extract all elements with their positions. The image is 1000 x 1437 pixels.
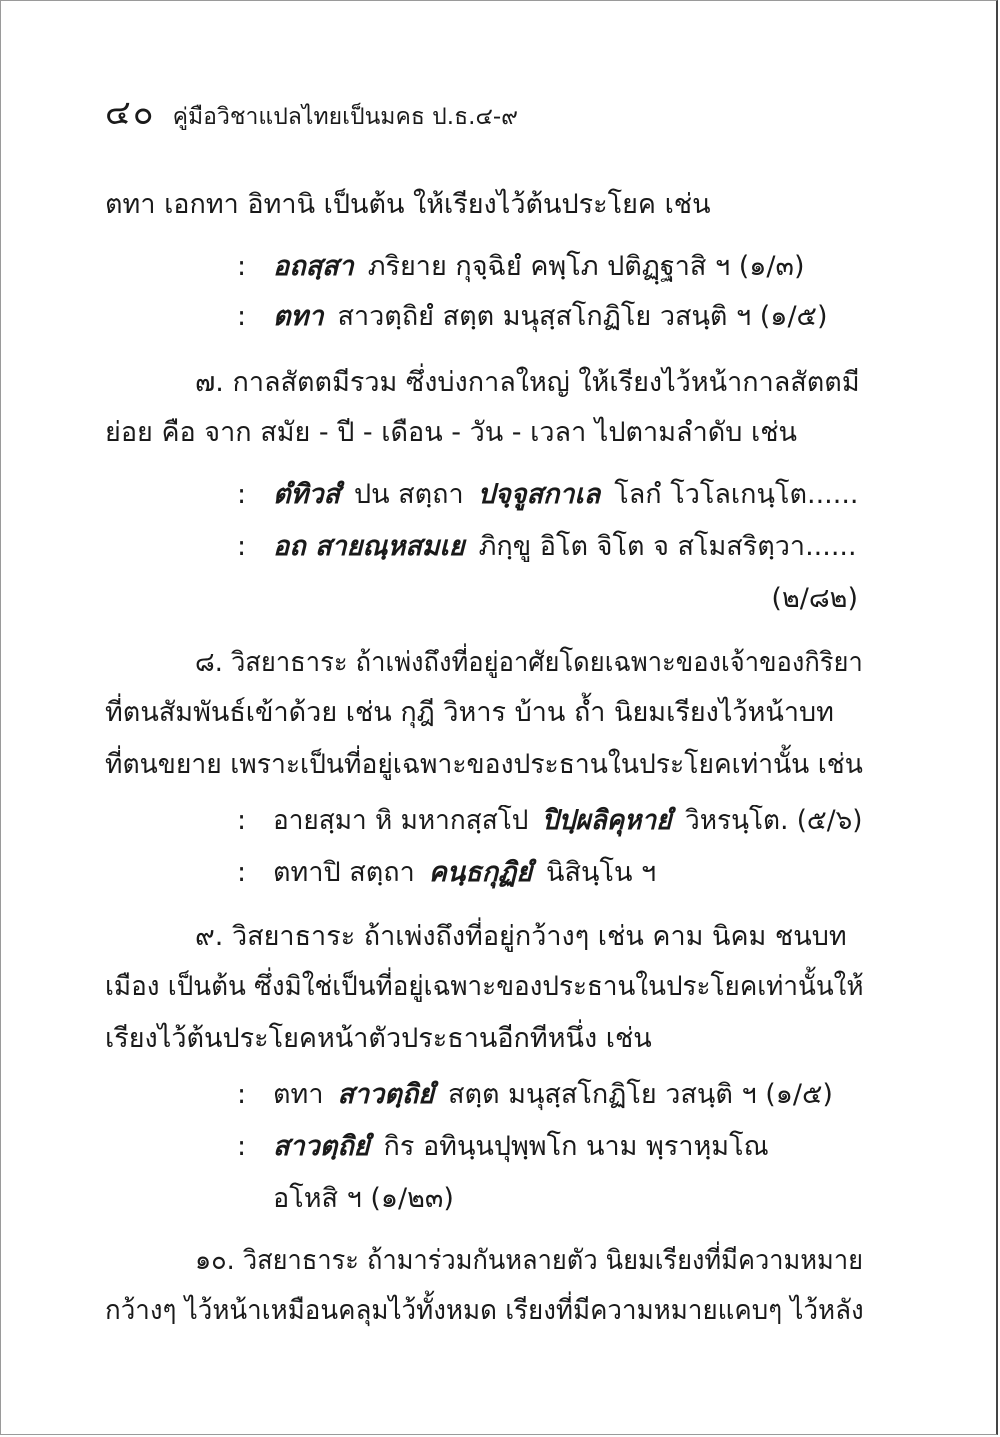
example-line: [273, 1127, 769, 1167]
example-text: อายสฺมา หิ มหากสฺสโป: [273, 805, 529, 836]
paragraph-7-line: ย่อย คือ จาก สมัย - ปี - เดือน - วัน - เวลา ไปตามลำดับ เช่น: [105, 417, 797, 448]
example-text: นิสินฺโน ฯ: [546, 857, 657, 888]
paragraph-10-line: กว้างๆ ไว้หน้าเหมือนคลุมไว้ทั้งหมด เรียงที่มีความหมายแคบๆ ไว้หลัง: [105, 1295, 864, 1326]
paragraph-8-line: ๘. วิสยาธาระ ถ้าเพ่งถึงที่อยู่อาศัยโดยเฉพาะของเจ้าของกิริยา: [195, 647, 863, 678]
page-number: ๔๐: [105, 93, 156, 133]
example-line: [273, 475, 859, 515]
example-colon: :: [237, 857, 247, 888]
emphasis: อถ สายณฺหสมเย: [273, 531, 465, 562]
text-line: ตทา เอกทา อิทานิ เป็นต้น ให้เรียงไว้ต้นประโยค เช่น: [105, 189, 711, 220]
example-text: ตทา: [273, 1079, 324, 1110]
paragraph-9-line: ๙. วิสยาธาระ ถ้าเพ่งถึงที่อยู่กว้างๆ เช่น คาม นิคม ชนบท: [195, 921, 847, 952]
emphasis: ปิปฺผลิคุหายํ: [541, 805, 672, 836]
example-colon: :: [237, 805, 247, 836]
paragraph-8-line: ที่ตนสัมพันธ์เข้าด้วย เช่น กุฎี วิหาร บ้าน ถ้ำ นิยมเรียงไว้หน้าบท: [105, 697, 834, 728]
emphasis: คนฺธกุฏิยํ: [428, 857, 533, 888]
example-line: [273, 853, 656, 893]
example-colon: :: [237, 531, 247, 562]
reference: (๒/๘๒): [771, 583, 858, 614]
example-text: กิร อทินฺนปุพฺพโก นาม พฺราหฺมโณ: [383, 1131, 769, 1162]
example-colon: :: [237, 251, 247, 282]
example-line: [273, 801, 862, 841]
example-text: ตทาปิ สตฺถา: [273, 857, 415, 888]
paragraph-9-line: เรียงไว้ต้นประโยคหน้าตัวประธานอีกทีหนึ่ง เช่น: [105, 1023, 652, 1054]
paragraph-7-line: ๗. กาลสัตตมีรวม ซึ่งบ่งกาลใหญ่ ให้เรียงไว้หน้ากาลสัตตมี: [195, 367, 860, 398]
example-line: [273, 527, 857, 567]
emphasis: อถสฺสา: [273, 251, 354, 282]
emphasis: สาวตฺถิยํ: [273, 1131, 370, 1162]
example-line: [273, 247, 805, 287]
example-text: สตฺต มนุสฺสโกฏิโย วสนฺติ ฯ (๑/๕): [448, 1079, 833, 1110]
example-line: [273, 1075, 833, 1115]
example-text: สาวตฺถิยํ สตฺต มนุสฺสโกฏิโย วสนฺติ ฯ (๑/๕): [337, 301, 828, 332]
emphasis: ตํทิวสํ: [273, 479, 340, 510]
example-text: ปน สตฺถา: [353, 479, 464, 510]
example-colon: :: [237, 301, 247, 332]
emphasis: ปจฺจูสกาเล: [477, 479, 601, 510]
paragraph-8-line: ที่ตนขยาย เพราะเป็นที่อยู่เฉพาะของประธานในประโยคเท่านั้น เช่น: [105, 749, 863, 780]
example-colon: :: [237, 1131, 247, 1162]
running-title: คู่มือวิชาแปลไทยเป็นมคธ ป.ธ.๔-๙: [172, 104, 518, 130]
example-line: [273, 297, 828, 337]
emphasis: ตทา: [273, 301, 324, 332]
example-line-continued: อโหสิ ฯ (๑/๒๓): [273, 1183, 454, 1214]
paragraph-10-line: ๑๐. วิสยาธาระ ถ้ามาร่วมกันหลายตัว นิยมเรียงที่มีความหมาย: [195, 1245, 864, 1276]
page-header: [105, 85, 518, 139]
example-text: ภิกฺขู อิโต จิโต จ สโมสริตฺวา......: [478, 531, 857, 562]
emphasis: สาวตฺถิยํ: [337, 1079, 435, 1110]
paragraph-9-line: เมือง เป็นต้น ซึ่งมิใช่เป็นที่อยู่เฉพาะของประธานในประโยคเท่านั้นให้: [105, 971, 864, 1002]
example-text: โลกํ โวโลเกนฺโต......: [614, 479, 859, 510]
example-text: ภริยาย กุจฺฉิยํ คพฺโภ ปติฏฺฐาสิ ฯ (๑/๓): [367, 251, 805, 282]
example-colon: :: [237, 479, 247, 510]
example-colon: :: [237, 1079, 247, 1110]
example-text: วิหรนฺโต. (๕/๖): [685, 805, 863, 836]
